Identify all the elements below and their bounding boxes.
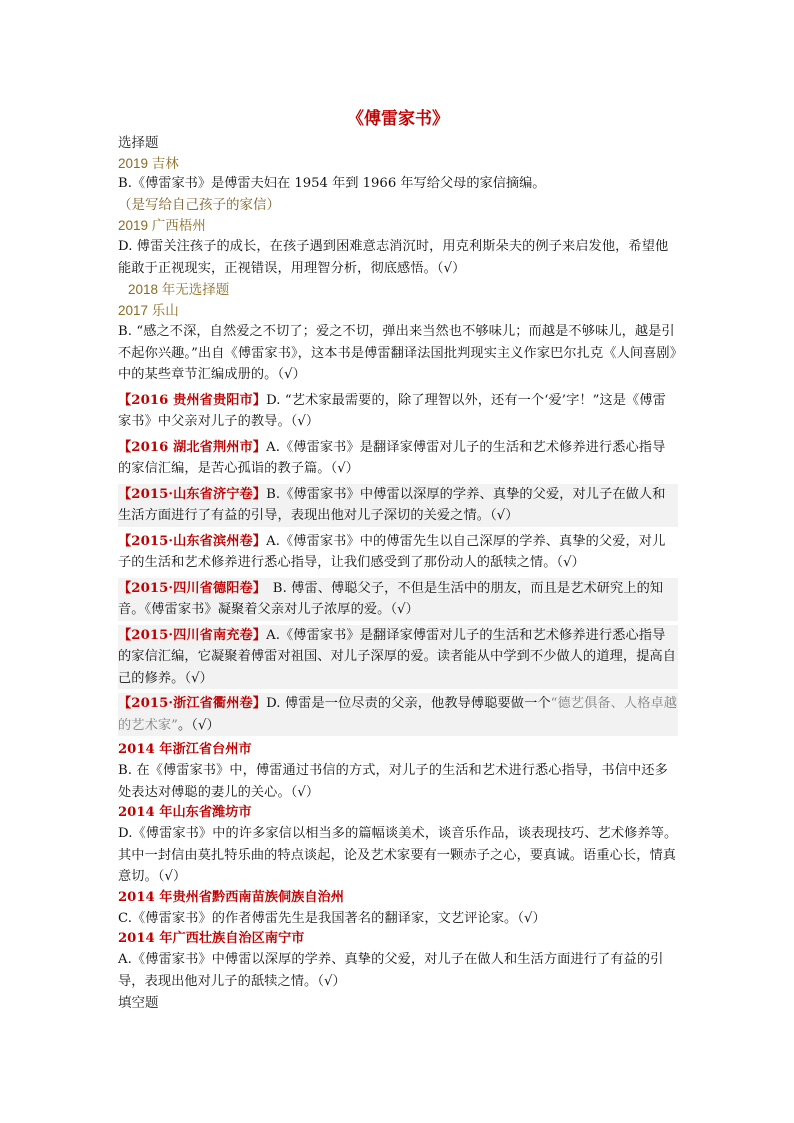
question-text: D. 傅雷是一位尽责的父亲，他教导傅聪要做一个 [266,696,551,711]
document-page [118,0,678,1013]
source-year: 2017 乐山 [118,303,179,318]
exam-tag: 【2015·四川省德阳卷】 [118,580,260,596]
source-year: 2019 吉林 [118,156,179,171]
question-text: A.《傅雷家书》是翻译家傅雷对儿子的生活和艺术修养进行悉心指导的家信汇编，它凝聚着傅雷对祖国、对儿子深厚的爱。读者能从中学到不少做人的道理，提高自己的修养。（√） [118,627,677,686]
question-text: A.《傅雷家书》中傅雷以深厚的学养、真挚的父爱，对儿子在做人和生活方面进行了有益的引导，表现出他对儿子的舐犊之情。（√） [118,952,664,989]
question-text: D. “艺术家最需要的，除了理智以外，还有一个‘爱’字！”这是《傅雷家书》中父亲对儿子的教导。（√） [118,392,666,429]
question-text: B. 傅雷、傅聪父子，不但是生活中的朋友，而且是艺术研究上的知音。《傅雷家书》凝聚着父亲对儿子浓厚的爱。（√） [118,580,664,617]
exam-entry [118,484,678,527]
source-year: 2019 广西梧州 [118,218,206,233]
exam-entry [118,437,678,480]
exam-tag: 【2015·山东省济宁卷】 [118,486,267,502]
exam-tag: 【2015·浙江省衢州卷】 [118,696,267,711]
exam-entry [118,693,678,736]
question-text: A.《傅雷家书》中的傅雷先生以自己深厚的学养、真挚的父爱，对儿子的生活和艺术修养进行悉心指导，让我们感受到了那份动人的舐犊之情。（√） [118,533,666,570]
answer-mark: 。（√） [178,717,220,733]
exam-entry [118,531,678,574]
exam-tag: 【2015·四川省南充卷】 [118,627,267,643]
section-heading-choice: 选择题 [118,135,159,150]
exam-source-heading: 2014 年广西壮族自治区南宁市 [118,931,305,946]
exam-entry [118,390,678,433]
question-text: D.《傅雷家书》中的许多家信以相当多的篇幅谈美术，谈音乐作品，谈表现技巧、艺术修养等。其中一封信由莫扎特乐曲的特点谈起，论及艺术家要有一颗赤子之心，要真诚。语重心长，情真意切。（√） [118,826,678,884]
question-text: B.《傅雷家书》中傅雷以深厚的学养、真挚的父爱，对儿子在做人和生活方面进行了有益的引导，表现出他对儿子深切的关爱之情。（√） [118,486,666,523]
quoted-phrase: “德艺俱备、人格卓越的艺术家” [118,696,678,733]
exam-source-heading: 2014 年浙江省台州市 [118,742,252,757]
section-heading-fill: 填空题 [118,995,159,1010]
exam-source-heading: 2014 年贵州省黔西南苗族侗族自治州 [118,889,344,905]
question-text: B. “感之不深，自然爱之不切了；爱之不切，弹出来当然也不够味儿；而越是不够味儿，越是引不起你兴趣。”出自《傅雷家书》，这本书是傅雷翻译法国批判现实主义作家巴尔扎克《人间喜剧》中的某些章节汇编成册的。（√） [118,324,677,382]
exam-tag: 【2016 贵州省贵阳市】 [118,392,267,408]
exam-source-heading: 2014 年山东省潍坊市 [118,805,252,820]
question-text: D. 傅雷关注孩子的成长，在孩子遇到困难意志消沉时，用克利斯朵夫的例子来启发他，希望他能敢于正视现实，正视错误，用理智分析，彻底感悟。（√） [118,239,669,276]
source-year: 2018 年无选择题 [128,282,230,297]
exam-tag: 【2015·山东省滨州卷】 [118,533,267,549]
exam-entry [118,625,678,690]
exam-tag: 【2016 湖北省荆州市】 [118,439,267,455]
question-text: B.《傅雷家书》是傅雷夫妇在 1954 年到 1966 年写给父母的家信摘编。 [118,176,546,191]
question-text: B. 在《傅雷家书》中，傅雷通过书信的方式，对儿子的生活和艺术进行悉心指导，书信中还多处表达对傅聪的妻儿的关心。（√） [118,763,668,800]
answer-note: （是写给自己孩子的家信） [118,197,280,212]
question-text: A.《傅雷家书》是翻译家傅雷对儿子的生活和艺术修养进行悉心指导的家信汇编，是苦心孤诣的教子篇。（√） [118,439,666,476]
document-title: 《傅雷家书》 [347,109,449,129]
exam-entry [118,578,678,621]
question-text: C.《傅雷家书》的作者傅雷先生是我国著名的翻译家，文艺评论家。（√） [118,910,546,926]
